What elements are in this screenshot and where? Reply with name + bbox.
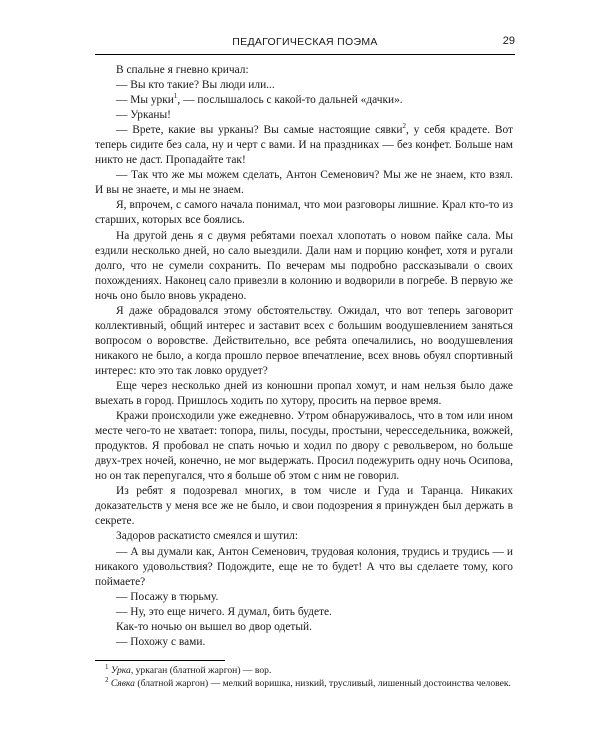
dialogue-text: , у себя крадете. Вот теперь сидите без сала, ну и черт с вами. И на праздниках — без конфет. Больше нам никто не даст. Пропадайте так! xyxy=(95,124,513,167)
footnote-divider xyxy=(95,660,225,661)
footnote-number: 1 xyxy=(105,662,109,671)
footnote xyxy=(95,677,513,690)
paragraph: Задоров раскатисто смеялся и шутил: xyxy=(116,530,299,543)
paragraph: Еще через несколько дней из конюшни пропал хомут, и нам нельзя было даже выехать в город. Пришлось ходить по хутору, просить на первое время. xyxy=(95,379,513,408)
paragraph: — Похожу с вами. xyxy=(116,635,206,648)
paragraph: — Ну, это еще ничего. Я думал, бить будете. xyxy=(116,605,332,618)
paragraph: — А вы думали как, Антон Семенович, трудовая колония, трудись и трудись — и никакого удовольствия? Подождите, еще не то будет! А что вы сделаете тому, кого поймаете? xyxy=(95,545,513,588)
paragraph: Из ребят я подозревал многих, в том числе и Гуда и Таранца. Никаких доказательств у меня все же не было, и свои подозрения я принужден был держать в секрете. xyxy=(95,485,513,528)
paragraph: Я, впрочем, с самого начала понимал, что мои разговоры лишние. Крал кто-то из старших, которых все боялись. xyxy=(95,199,513,227)
footnote-text: , уркаган (блатной жаргон) — вор. xyxy=(130,665,272,676)
paragraph: Как-то ночью он вышел во двор одетый. xyxy=(116,620,312,633)
dialogue-text: , — послышалось с какой-то дальней «дачки». xyxy=(177,94,403,107)
paragraph: На другой день я с двумя ребятами поехал хлопотать о новом пайке сала. Мы ездили несколько дней, но сало выездили. Дали нам и порцию конфет, хотя и ругали долго, что не сумели сохранить. По вечерам мы подробно рассказывали о своих похождениях. Наконец сало привезли в колонию и водворили в погребе. В первую же ночь оно было вновь украдено. xyxy=(95,229,513,302)
paragraph: — Так что же мы можем сделать, Антон Семенович? Мы же не знаем, кто взял. И вы не знаете, и мы не знаем. xyxy=(95,169,513,197)
paragraph xyxy=(95,93,513,108)
dialogue-text: — Мы урки xyxy=(116,94,174,107)
paragraph: Я даже обрадовался этому обстоятельству. Ожидал, что вот теперь заговорит коллективный, общий интерес и заставит всех с большим воодушевлением заняться вопросом о воровстве. Действительно, все ребята опечалились, но воодушевления никакого не было, а когда прошло первое впечатление, всех вновь обуял спортивный интерес: кто это так ловко орудует? xyxy=(95,304,513,377)
body-text xyxy=(95,63,513,650)
page-number: 29 xyxy=(502,35,515,47)
footnote-ref[interactable]: 2 xyxy=(402,122,406,131)
header-title: ПЕДАГОГИЧЕСКАЯ ПОЭМА xyxy=(232,36,378,48)
footnote-text: (блатной жаргон) — мелкий воришка, низкий, трусливый, лишенный достоинства человек. xyxy=(134,678,511,689)
footnote-term: Урка xyxy=(110,665,131,676)
paragraph: — Вы кто такие? Вы люди или... xyxy=(116,79,275,92)
footnote-ref[interactable]: 1 xyxy=(173,92,178,101)
paragraph: — Посажу в тюрьму. xyxy=(116,590,219,603)
running-header xyxy=(95,32,515,55)
footnote-number: 2 xyxy=(105,675,109,684)
paragraph: Кражи происходили уже ежедневно. Утром обнаруживалось, что в том или ином месте чего-то не хватает: топора, пилы, посуды, простыни, чересседельника, вожжей, продуктов. Я пробовал не спать ночью и ходил по двору с револьвером, но больше двух-трех ночей, конечно, не мог выдержать. Просил подежурить одну ночь Осипова, но он так перепугался, что я больше об этом с ним не говорил. xyxy=(95,410,513,483)
footnote-term: Сявка xyxy=(110,678,135,689)
footnotes xyxy=(95,664,513,690)
paragraph: В спальне я гневно кричал: xyxy=(116,64,249,76)
paragraph xyxy=(95,123,513,168)
dialogue-text: — Врете, какие вы урканы? Вы самые настоящие сявки xyxy=(116,124,403,137)
paragraph: — Урканы! xyxy=(116,109,171,122)
footnote xyxy=(95,664,513,677)
